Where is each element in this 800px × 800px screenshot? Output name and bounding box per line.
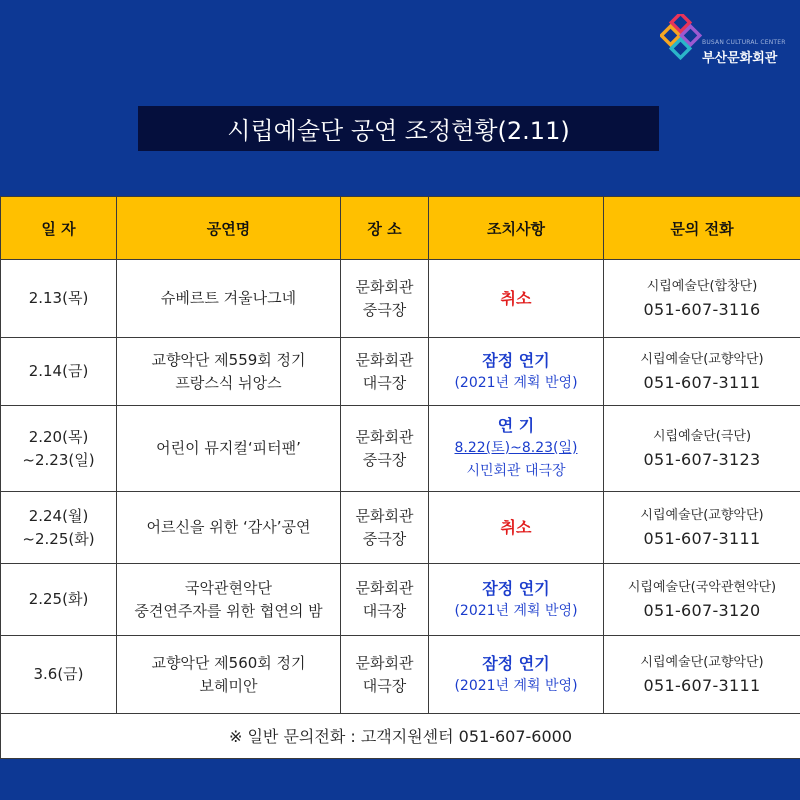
date-text: 2.20(목): [28, 427, 89, 446]
table-header-row: [1, 197, 800, 260]
venue-cell: [341, 406, 429, 492]
contact-cell: [604, 564, 800, 636]
contact-organization: 시립예술단(극단): [652, 428, 752, 444]
action-note: (2021년 계획 반영): [454, 602, 578, 619]
contact-cell: [604, 636, 800, 714]
logo-name: 부산문화회관: [702, 51, 778, 66]
date-cell: [1, 338, 117, 406]
header-venue: 장 소: [341, 197, 429, 260]
date-text: 2.13(목): [28, 289, 89, 307]
venue-cell: [341, 260, 429, 338]
contact-organization: 시립예술단(교향악단): [640, 351, 764, 367]
contact-phone: 051-607-3111: [643, 675, 761, 695]
action-note: 8.22(토)~8.23(일): [454, 440, 578, 456]
performance-cell: [117, 636, 341, 714]
date-cell: [1, 636, 117, 714]
venue-cell: [341, 636, 429, 714]
table-row: [1, 260, 800, 338]
contact-phone: 051-607-3120: [643, 600, 761, 620]
date-text: 3.6(금): [33, 665, 84, 683]
busan-cultural-center-logo: [660, 14, 790, 72]
contact-cell: [604, 338, 800, 406]
table-row: [1, 492, 800, 564]
venue-cell: [341, 338, 429, 406]
venue-cell: [341, 492, 429, 564]
date-cell: [1, 564, 117, 636]
venue-cell: [341, 564, 429, 636]
header-date: 일 자: [1, 197, 117, 260]
venue-text: 대극장: [362, 601, 407, 620]
table-row: [1, 564, 800, 636]
venue-text: 중극장: [362, 529, 407, 548]
general-inquiry-note: ※ 일반 문의전화 : 고객지원센터 051-607-6000: [1, 714, 800, 759]
table-row: [1, 406, 800, 492]
date-text: 2.24(월): [28, 506, 89, 525]
venue-text: 문화회관: [355, 277, 414, 296]
venue-text: 문화회관: [355, 350, 414, 369]
contact-cell: [604, 406, 800, 492]
venue-text: 문화회관: [355, 653, 414, 672]
date-cell: [1, 492, 117, 564]
venue-text: 문화회관: [355, 427, 414, 446]
page-title: 시립예술단 공연 조정현황(2.11): [138, 106, 659, 151]
contact-organization: 시립예술단(교향악단): [640, 507, 764, 523]
date-text: 2.25(화): [28, 590, 89, 608]
table-row: [1, 636, 800, 714]
venue-text: 중극장: [362, 450, 407, 469]
header-contact: 문의 전화: [604, 197, 800, 260]
contact-phone: 051-607-3123: [643, 449, 761, 469]
performance-name: 교향악단 제560회 정기: [151, 653, 306, 672]
action-note: (2021년 계획 반영): [454, 677, 578, 694]
action-note: (2021년 계획 반영): [454, 374, 578, 391]
action-note: 시민회관 대극장: [466, 463, 566, 479]
action-status: 잠정 연기: [482, 578, 550, 598]
action-cell: [429, 636, 604, 714]
contact-phone: 051-607-3111: [643, 528, 761, 548]
action-cell: [429, 406, 604, 492]
performance-cell: [117, 338, 341, 406]
contact-phone: 051-607-3111: [643, 372, 761, 392]
performance-name: 교향악단 제559회 정기: [151, 350, 306, 369]
contact-cell: [604, 492, 800, 564]
contact-organization: 시립예술단(합창단): [646, 278, 758, 294]
date-text: 2.14(금): [28, 362, 89, 380]
header-action: 조치사항: [429, 197, 604, 260]
contact-cell: [604, 260, 800, 338]
action-cell: [429, 564, 604, 636]
performance-name: 어린이 뮤지컬‘피터팬’: [156, 439, 301, 457]
performance-cell: [117, 564, 341, 636]
contact-organization: 시립예술단(국악관현악단): [627, 579, 777, 595]
performance-cell: [117, 260, 341, 338]
performance-name: 프랑스식 뉘앙스: [175, 373, 282, 392]
venue-text: 문화회관: [355, 578, 414, 597]
performance-name: 중견연주자를 위한 협연의 밤: [134, 601, 323, 620]
action-cell: [429, 260, 604, 338]
performance-name: 어르신을 위한 ‘감사’공연: [146, 518, 311, 536]
venue-text: 대극장: [362, 676, 407, 695]
performance-cell: [117, 492, 341, 564]
contact-phone: 051-607-3116: [643, 299, 761, 319]
action-status: 잠정 연기: [482, 350, 550, 370]
action-cell: [429, 338, 604, 406]
date-text: ~2.23(일): [22, 450, 95, 469]
action-status: 취소: [500, 518, 532, 537]
performance-name: 보헤미안: [199, 676, 258, 695]
venue-text: 대극장: [362, 373, 407, 392]
performance-cell: [117, 406, 341, 492]
contact-organization: 시립예술단(교향악단): [640, 654, 764, 670]
date-text: ~2.25(화): [22, 529, 95, 548]
date-cell: [1, 260, 117, 338]
action-status: 취소: [500, 289, 532, 308]
action-cell: [429, 492, 604, 564]
action-status: 잠정 연기: [482, 653, 550, 673]
schedule-table: [0, 196, 800, 759]
action-status: 연 기: [497, 416, 535, 435]
date-cell: [1, 406, 117, 492]
performance-name: 국악관현악단: [185, 578, 272, 597]
table-row: [1, 338, 800, 406]
logo-subtitle: BUSAN CULTURAL CENTER: [702, 39, 786, 46]
venue-text: 문화회관: [355, 506, 414, 525]
performance-name: 슈베르트 겨울나그네: [160, 289, 297, 307]
venue-text: 중극장: [362, 300, 407, 319]
header-performance: 공연명: [117, 197, 341, 260]
logo-mark-icon: [660, 14, 704, 62]
footer-row: [1, 714, 800, 759]
